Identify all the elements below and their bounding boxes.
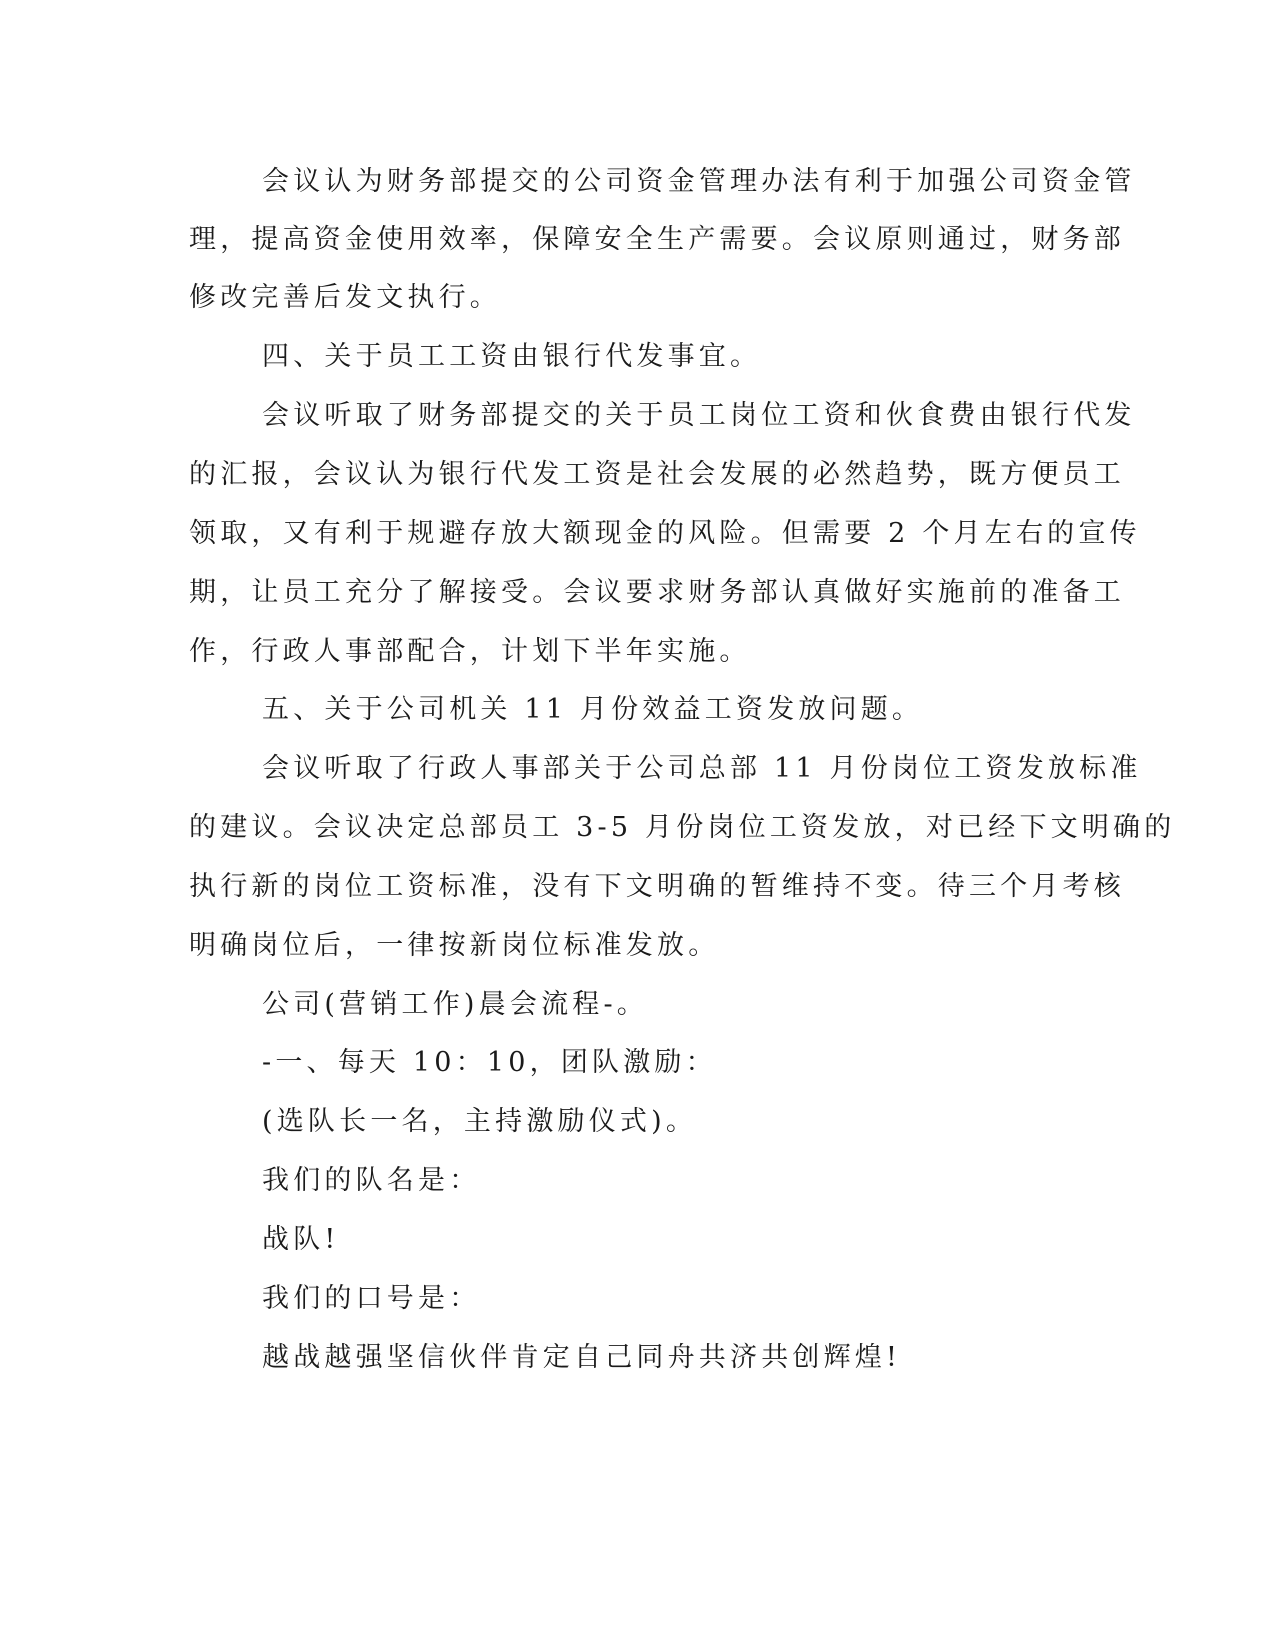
section-heading: 五、关于公司机关 11 月份效益工资发放问题。 (262, 694, 924, 725)
paragraph-line: 执行新的岗位工资标准，没有下文明确的暂维持不变。待三个月考核 (189, 871, 1125, 902)
paragraph-line: 理，提高资金使用效率，保障安全生产需要。会议原则通过，财务部 (189, 224, 1125, 255)
paragraph-line: 修改完善后发文执行。 (189, 282, 501, 313)
paragraph-line: 领取，又有利于规避存放大额现金的风险。但需要 2 个月左右的宣传 (189, 518, 1141, 549)
list-item: (选队长一名，主持激励仪式)。 (262, 1106, 698, 1137)
paragraph-line: 明确岗位后，一律按新岗位标准发放。 (189, 930, 720, 961)
paragraph-line: 的汇报，会议认为银行代发工资是社会发展的必然趋势，既方便员工 (189, 459, 1125, 490)
paragraph-line: 作，行政人事部配合，计划下半年实施。 (189, 636, 751, 667)
paragraph-line: 期，让员工充分了解接受。会议要求财务部认真做好实施前的准备工 (189, 577, 1125, 608)
paragraph-line: 会议听取了行政人事部关于公司总部 11 月份岗位工资发放标准 (262, 753, 1142, 784)
paragraph-line: 会议听取了财务部提交的关于员工岗位工资和伙食费由银行代发 (262, 400, 1136, 431)
paragraph-line: 会议认为财务部提交的公司资金管理办法有利于加强公司资金管 (262, 166, 1136, 197)
paragraph-line: 的建议。会议决定总部员工 3-5 月份岗位工资发放，对已经下文明确的 (189, 812, 1176, 843)
list-item: 越战越强坚信伙伴肯定自己同舟共济共创辉煌! (262, 1342, 902, 1373)
list-item: 战队! (262, 1224, 340, 1255)
list-item: 我们的队名是： (262, 1165, 481, 1196)
section-heading: 公司(营销工作)晨会流程-。 (262, 989, 648, 1020)
section-heading: 四、关于员工工资由银行代发事宜。 (262, 341, 762, 372)
list-item: 我们的口号是： (262, 1283, 481, 1314)
list-item: -一、每天 10：10，团队激励： (262, 1047, 717, 1078)
